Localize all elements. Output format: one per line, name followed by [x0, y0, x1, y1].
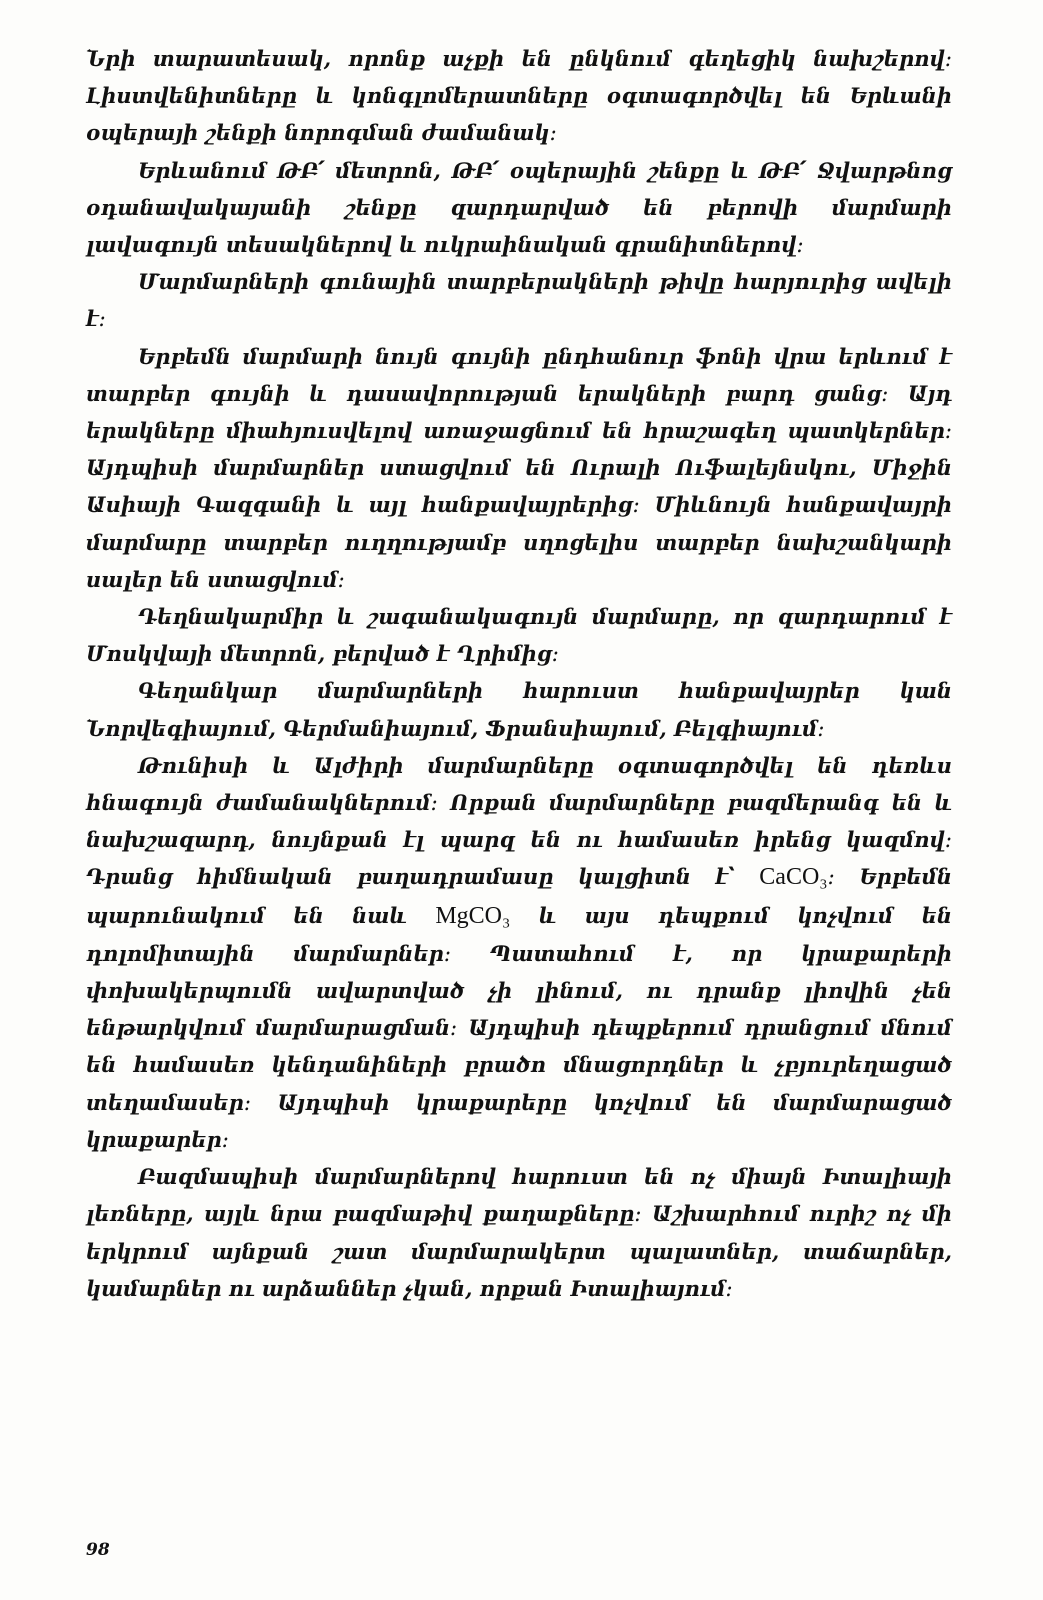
paragraph	[86, 40, 952, 152]
chemical-formula: CaCO₃	[759, 864, 828, 891]
paragraph	[86, 598, 952, 672]
paragraph	[86, 338, 952, 598]
paragraph-text: Երբեմն մարմարի նույն գույնի ընդհանուր ֆոնի վրա երևում է տարբեր գույնի և դասավորության երակների բարդ ցանց։ Այդ երակները միահյուսվելով առաջացնում են հրաշագեղ պատկերներ։ Այդպիսի մարմարներ ստացվում են Ուրալի Ուֆալեյնսկու, Միջին Ասիայի Գազգանի և այլ հանքավայրերից։ Միևնույն հանքավայրի մարմարը տարբեր ուղղությամբ սղոցելիս տարբեր նախշանկարի սալեր են ստացվում։	[86, 343, 952, 592]
body-text	[86, 40, 952, 1307]
paragraph-text: և այս դեպքում կոչվում են դոլոմիտային մարմարներ։ Պատահում է, որ կրաքարերի փոխակերպումն ավարտված չի լինում, ու դրանք լիովին չեն ենթարկվում մարմարացման։ Այդպիսի դեպքերում դրանցում մնում են համասեռ կենդանիների բրածո մնացորդներ և չբյուրեղացած տեղամասեր։ Այդպիսի կրաքարերը կոչվում են մարմարացած կրաքարեր։	[86, 902, 953, 1152]
paragraph-text: Երևանում ԹԲ՛ մետրոն, ԹԲ՛ օպերային շենքը և ԹԲ՛ Ջվարթնոց օդանավակայանի շենքը զարդարված են բերովի մարմարի լավագույն տեսակներով և ուկրաինական գրանիտներով։	[86, 157, 952, 258]
chemical-formula: MgCO₃	[435, 902, 511, 929]
paragraph	[86, 152, 952, 264]
paragraph-text: Նրի տարատեսակ, որոնք աչքի են ընկնում գեղեցիկ նախշերով։ Լիստվենիտները և կոնգլոմերատները օգտագործվել են Երևանի օպերայի շենքի նորոգման ժամանակ։	[86, 46, 952, 146]
paragraph-text: Դեղնակարմիր և շագանակագույն մարմարը, որ զարդարում է Մոսկվայի մետրոն, բերված է Ղրիմից։	[86, 604, 952, 667]
paragraph	[86, 672, 952, 746]
paragraph-text: Թունիսի և Ալժիրի մարմարները օգտագործվել են դեռևս հնագույն ժամանակներում։ Որքան մարմարները բազմերանգ են և նախշազարդ, նույնքան էլ պարզ են ու համասեռ իրենց կազմով։ Դրանց հիմնական բաղադրամասը կալցիտն է՝	[86, 752, 952, 890]
paragraph-text: Մարմարների գունային տարբերակների թիվը հարյուրից ավելի է։	[86, 269, 952, 332]
paragraph-text: Գեղանկար մարմարների հարուստ հանքավայրեր կան Նորվեգիայում, Գերմանիայում, Ֆրանսիայում, Բելգիայում։	[86, 678, 952, 741]
paragraph	[86, 263, 952, 337]
paragraph	[86, 747, 952, 1158]
paragraph-text: ։ Երբեմն պարունակում են նաև	[86, 864, 952, 928]
paragraph-text: Բազմապիսի մարմարներով հարուստ են ոչ միայն Իտալիայի լեռները, այլև նրա բազմաթիվ քաղաքները։ Աշխարհում ուրիշ ոչ մի երկրում այնքան շատ մարմարակերտ պալատներ, տաճարներ, կամարներ ու արձաններ չկան, որքան Իտալիայում։	[86, 1164, 952, 1301]
page-number: 98	[86, 1540, 110, 1560]
paragraph	[86, 1158, 952, 1307]
